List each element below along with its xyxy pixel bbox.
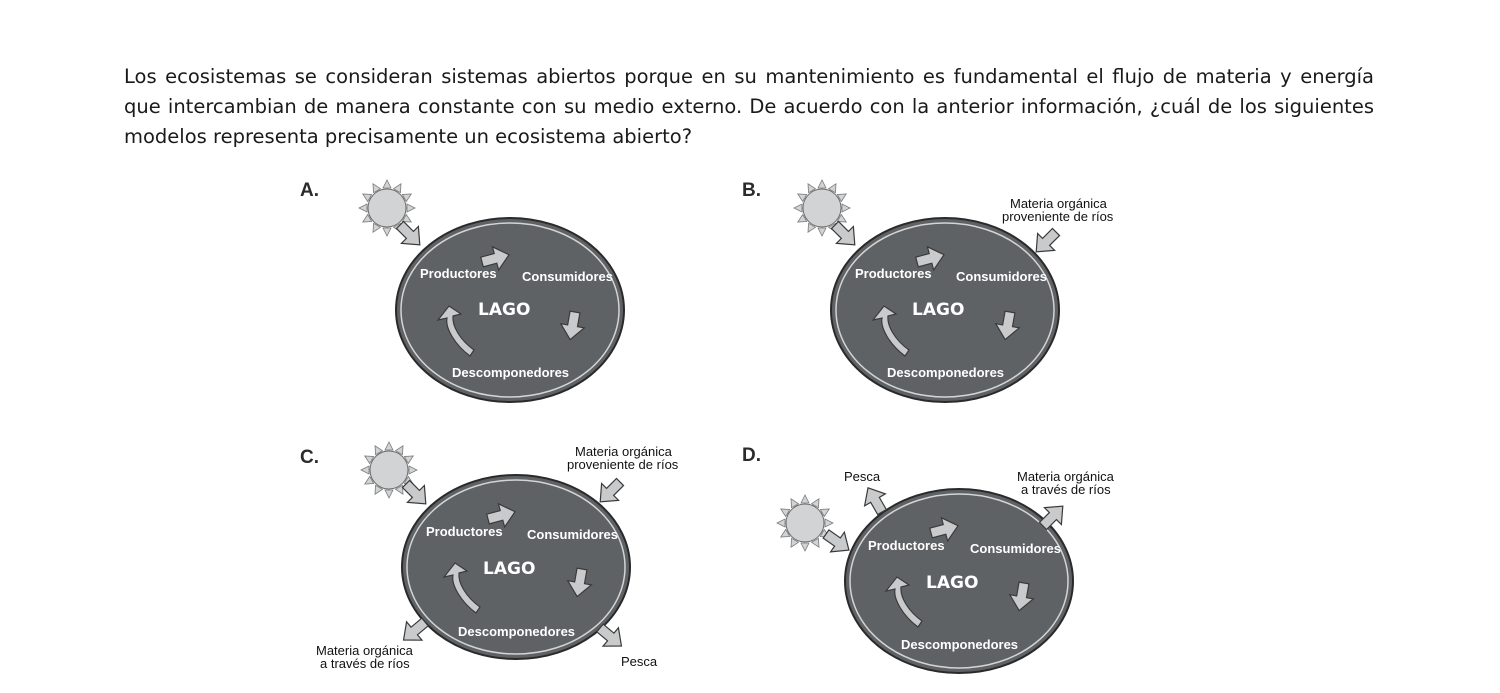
- consumers-label: Consumidores: [522, 269, 614, 284]
- river-output-label-line1: Materia orgánica: [316, 643, 413, 658]
- river-input-label-line1: Materia orgánica: [1010, 196, 1107, 211]
- fishing-label: Pesca: [844, 469, 881, 484]
- option-c[interactable]: [300, 442, 679, 671]
- option-letter: D.: [742, 445, 761, 466]
- lake-label: LAGO: [478, 300, 531, 320]
- producers-label: Productores: [420, 266, 497, 281]
- sun-icon: [777, 495, 833, 551]
- option-letter: C.: [300, 447, 319, 468]
- river-output-label-line2: a través de ríos: [1021, 482, 1111, 497]
- lake-label: LAGO: [912, 300, 965, 320]
- river-input-label-line2: proveniente de ríos: [567, 457, 679, 472]
- consumers-label: Consumidores: [527, 527, 619, 542]
- question-text: Los ecosistemas se consideran sistemas abiertos porque en su mantenimiento es fundamental el flujo de materia y energía que intercambian de manera constante con su medio externo. De acuerdo con la anterior información, ¿cuál de los siguientes modelos representa precisamente un ecosistema abierto?: [124, 65, 1374, 148]
- consumers-label: Consumidores: [970, 541, 1062, 556]
- producers-label: Productores: [868, 538, 945, 553]
- option-letter: A.: [300, 180, 319, 201]
- fishing-label: Pesca: [621, 654, 658, 669]
- producers-label: Productores: [855, 266, 932, 281]
- river-output-label-line1: Materia orgánica: [1017, 469, 1114, 484]
- option-a[interactable]: [300, 180, 624, 402]
- option-d[interactable]: [742, 445, 1115, 673]
- lake-label: LAGO: [926, 573, 979, 593]
- river-input-label-line2: proveniente de ríos: [1002, 209, 1114, 224]
- lake-label: LAGO: [483, 559, 536, 579]
- option-letter: B.: [742, 180, 761, 201]
- river-output-label-line2: a través de ríos: [320, 656, 410, 671]
- decomposers-label: Descomponedores: [887, 365, 1005, 380]
- option-b[interactable]: [742, 180, 1114, 402]
- river-input-label-line1: Materia orgánica: [575, 444, 672, 459]
- consumers-label: Consumidores: [956, 269, 1048, 284]
- producers-label: Productores: [426, 524, 503, 539]
- decomposers-label: Descomponedores: [458, 624, 576, 639]
- decomposers-label: Descomponedores: [901, 637, 1019, 652]
- decomposers-label: Descomponedores: [452, 365, 570, 380]
